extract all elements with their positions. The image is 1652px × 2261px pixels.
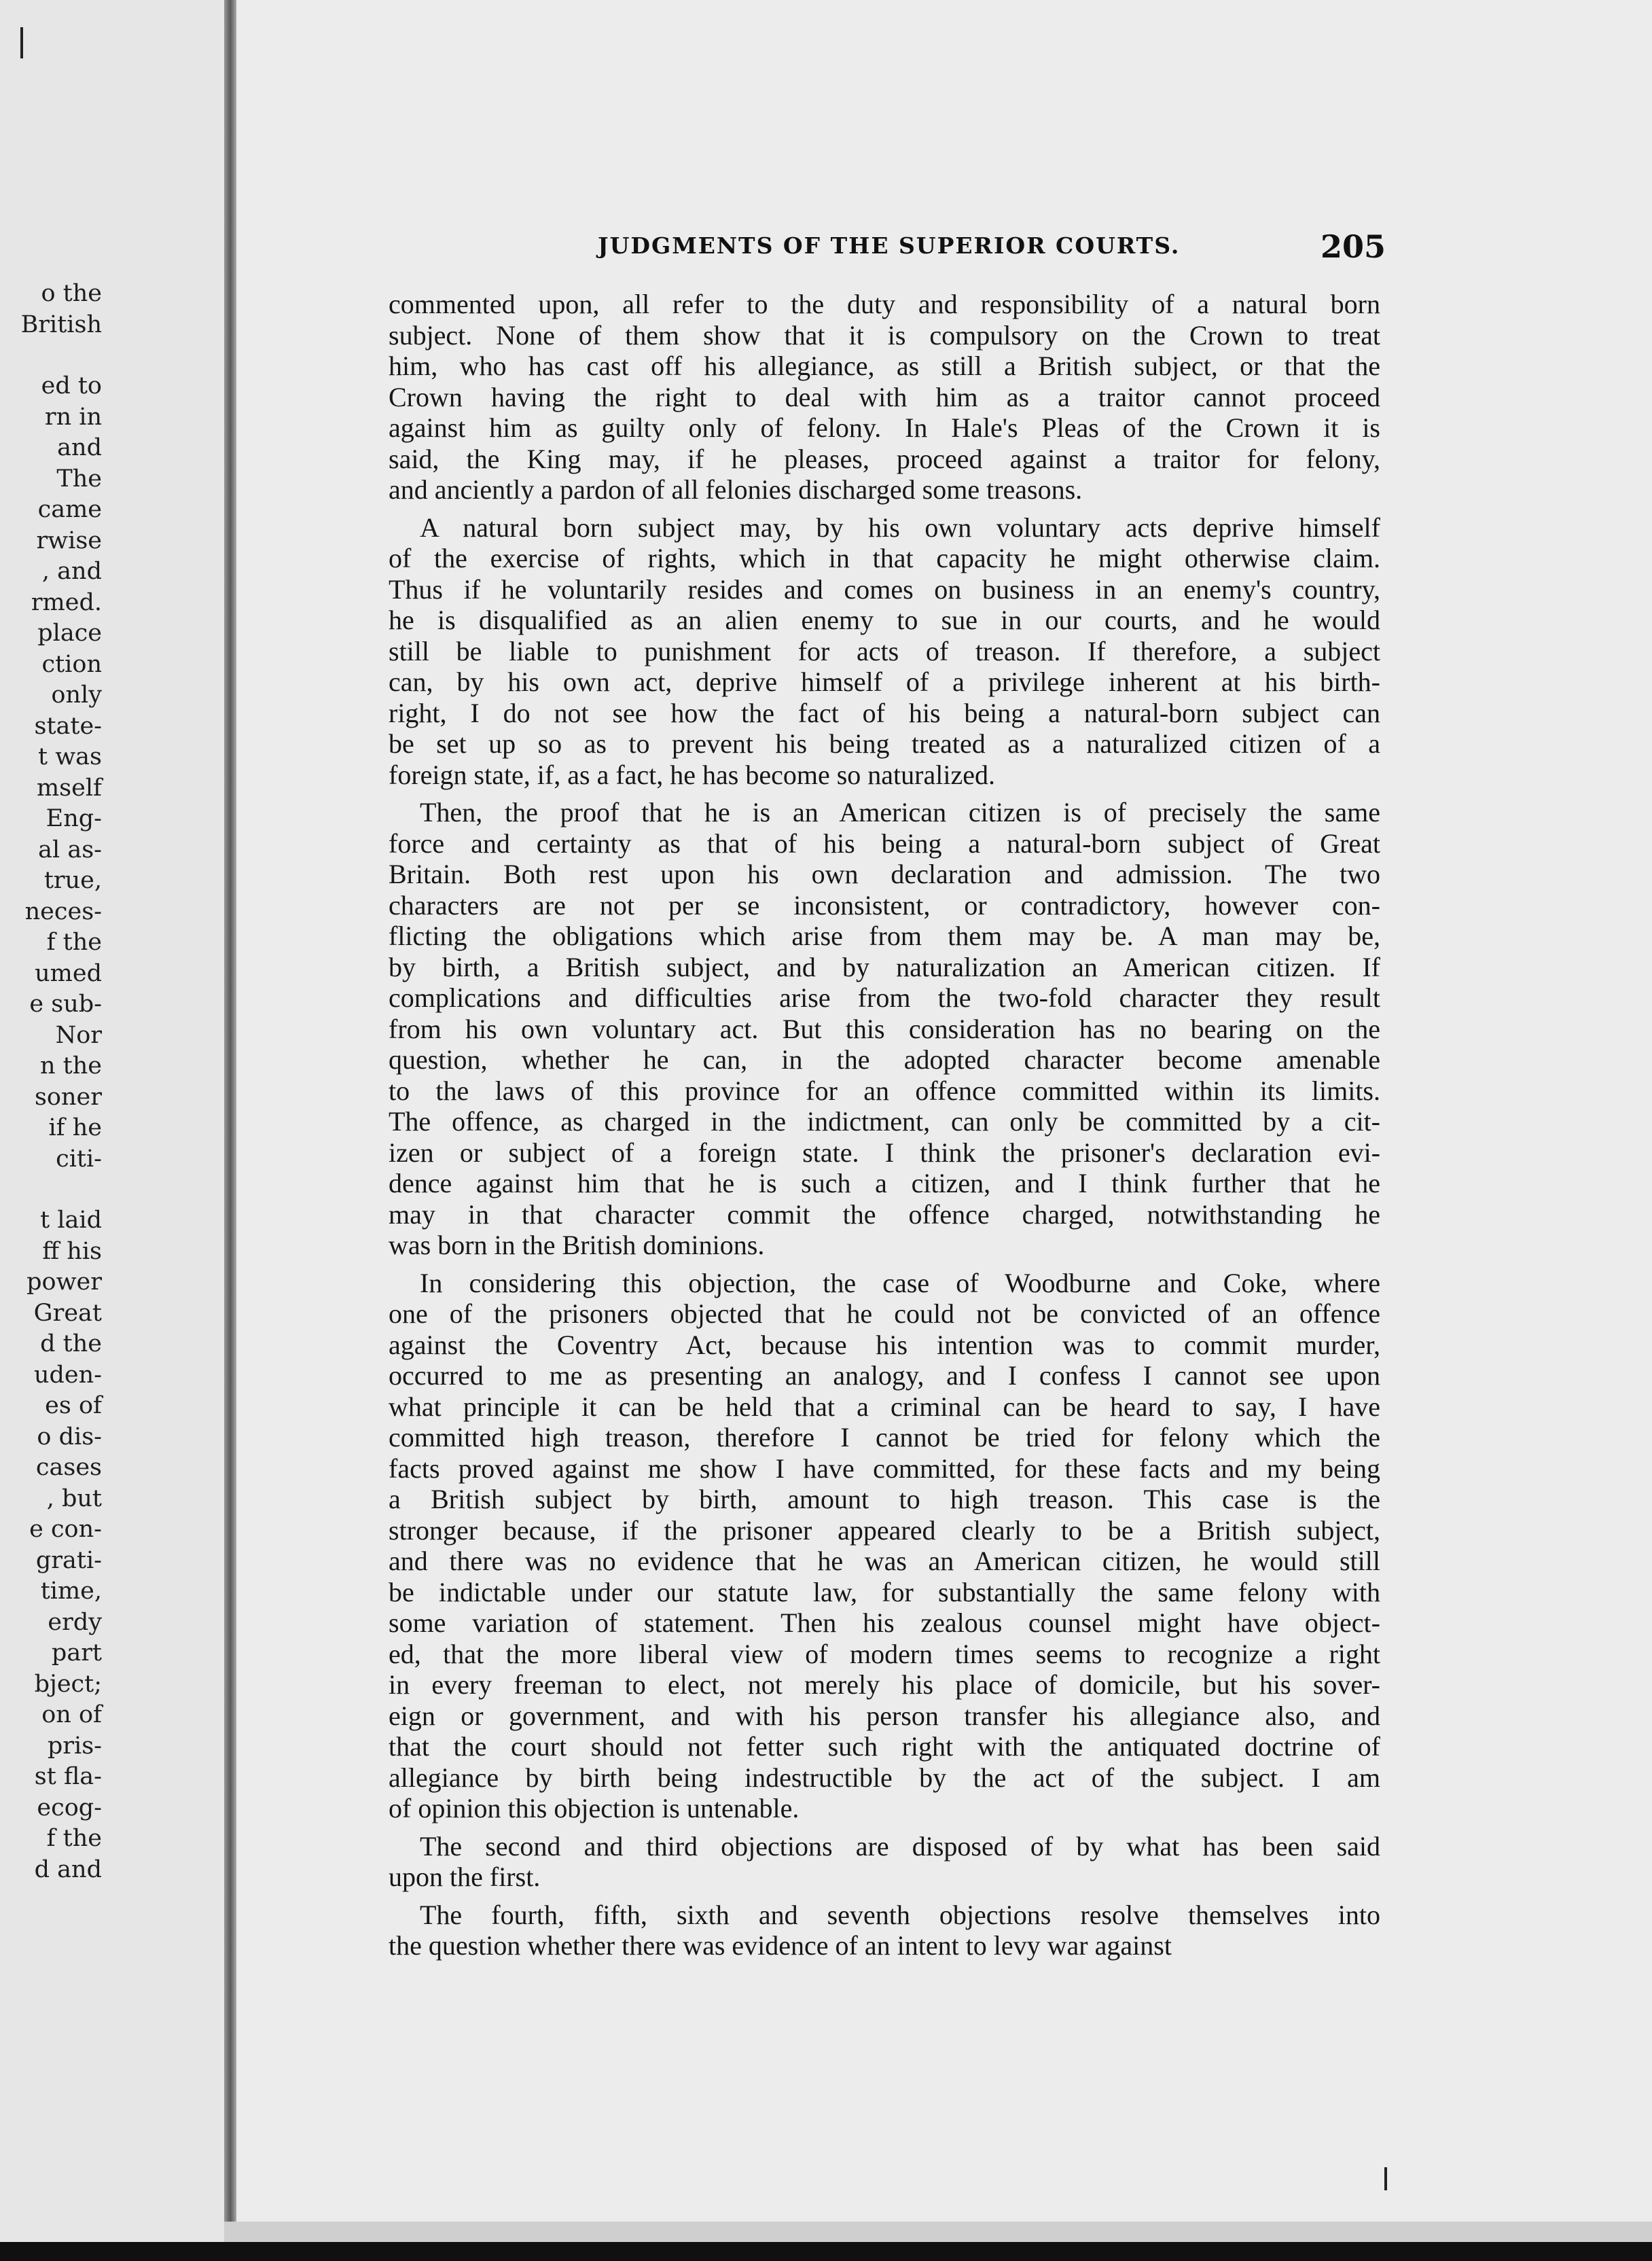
paragraph [389, 512, 1380, 791]
left-page-fragment: citi- [56, 1145, 102, 1173]
text-line: was born in the British dominions. [389, 1230, 765, 1260]
body-text [389, 289, 1380, 1961]
paragraph [389, 1831, 1380, 1893]
left-page-fragment [0, 340, 102, 371]
left-page-fragment: e sub- [29, 991, 102, 1018]
left-page-fragment: if he [48, 1114, 102, 1141]
scan-speck [1384, 2167, 1387, 2190]
paragraph [389, 1900, 1380, 1961]
left-page-fragment: soner [34, 1083, 102, 1111]
paragraph-gap [389, 1893, 1380, 1900]
text-line: and there was no evidence that he was an American citizen, he would still [389, 1546, 1380, 1576]
left-page-fragment: British [20, 310, 102, 338]
text-line: can, by his own act, deprive himself of a privilege inherent at his birth- [389, 666, 1380, 697]
text-line: In considering this objection, the case of Woodburne and Coke, where [420, 1267, 1380, 1298]
text-line: characters are not per se inconsistent, or contradictory, however con- [389, 889, 1380, 921]
left-page-fragment: cases [35, 1454, 102, 1481]
text-line: that the court should not fetter such right with the antiquated doctrine of [389, 1731, 1380, 1762]
left-page-fragment: ecog- [37, 1794, 102, 1821]
text-line: dence against him that he is such a citizen, and I think further that he [389, 1168, 1380, 1198]
text-line: may in that character commit the offence charged, notwithstanding he [389, 1198, 1380, 1230]
text-line: The offence, as charged in the indictment, can only be committed by a cit- [389, 1106, 1380, 1137]
left-page-fragment: and [57, 434, 102, 461]
left-page-fragment: t laid [40, 1207, 102, 1234]
left-page-fragment: only [51, 681, 102, 709]
text-line: subject. None of them show that it is compulsory on the Crown to treat [389, 319, 1380, 351]
text-line: be indictable under our statute law, for substantially the same felony with [389, 1576, 1380, 1607]
left-page-fragment [0, 1175, 102, 1205]
text-line: Crown having the right to deal with him as a traitor cannot proceed [389, 381, 1380, 412]
left-page-fragment: ed to [41, 372, 102, 399]
left-page-fragment: The [56, 465, 102, 493]
text-line: occurred to me as presenting an analogy, and I confess I cannot see upon [389, 1360, 1380, 1391]
paragraph-gap [389, 1824, 1380, 1831]
text-line: one of the prisoners objected that he could not be convicted of an offence [389, 1298, 1380, 1329]
left-page-fragment: umed [35, 959, 102, 987]
text-line: commented upon, all refer to the duty and responsibility of a natural born [389, 289, 1380, 319]
text-line: izen or subject of a foreign state. I think the prisoner's declaration evi- [389, 1137, 1380, 1168]
paragraph [389, 289, 1380, 505]
text-line: foreign state, if, as a fact, he has become so naturalized. [389, 759, 995, 790]
text-line: allegiance by birth being indestructible by the act of the subject. I am [389, 1762, 1380, 1793]
paragraph-gap [389, 505, 1380, 512]
text-line: question, whether he can, in the adopted character become amenable [389, 1044, 1380, 1075]
text-line: some variation of statement. Then his zealous counsel might have object- [389, 1607, 1380, 1638]
left-page-fragment: ff his [42, 1237, 102, 1265]
left-page-fragment: ction [41, 650, 102, 678]
text-line: the question whether there was evidence of an intent to levy war against [389, 1930, 1172, 1961]
page-number: 205 [1320, 228, 1386, 265]
left-page-text-fragments [0, 279, 102, 1885]
text-line: in every freeman to elect, not merely his place of domicile, but his sover- [389, 1669, 1380, 1700]
text-line: The fourth, fifth, sixth and seventh objections resolve themselves into [420, 1899, 1380, 1930]
text-line: against the Coventry Act, because his intention was to commit murder, [389, 1329, 1380, 1360]
text-line: stronger because, if the prisoner appeared clearly to be a British subject, [389, 1514, 1380, 1546]
text-line: and anciently a pardon of all felonies discharged some treasons. [389, 474, 1083, 505]
scan-border [0, 2242, 1652, 2261]
text-line: The second and third objections are disposed of by what has been said [420, 1830, 1380, 1862]
text-line: Thus if he voluntarily resides and comes on business in an enemy's country, [389, 573, 1380, 605]
left-page-fragment: uden- [33, 1361, 102, 1389]
text-line: of opinion this objection is untenable. [389, 1793, 800, 1823]
left-page-fragment: Eng- [46, 805, 102, 832]
paragraph [389, 1268, 1380, 1824]
left-page-fragment: d the [40, 1330, 102, 1357]
left-page-fragment: rn in [44, 403, 102, 431]
left-page-fragment: rwise [36, 527, 102, 554]
running-head [598, 228, 1386, 269]
left-page-fragment: on of [41, 1701, 102, 1728]
text-line: complications and difficulties arise from the two-fold character they result [389, 982, 1380, 1013]
left-page-fragment: grati- [35, 1546, 102, 1574]
left-page-fragment: neces- [24, 897, 102, 925]
paragraph-gap [389, 1261, 1380, 1268]
text-line: committed high treason, therefore I cannot be tried for felony which the [389, 1422, 1380, 1453]
paragraph [389, 797, 1380, 1261]
text-line: still be liable to punishment for acts of treason. If therefore, a subject [389, 635, 1380, 666]
text-line: from his own voluntary act. But this consideration has no bearing on the [389, 1013, 1380, 1044]
text-line: Britain. Both rest upon his own declaration and admission. The two [389, 859, 1380, 889]
left-page-fragment: al as- [38, 836, 102, 864]
left-page-fragment: bject; [34, 1670, 102, 1698]
left-page-fragment: st fla- [34, 1763, 102, 1790]
text-line: right, I do not see how the fact of his being a natural-born subject can [389, 697, 1380, 728]
text-line: eign or government, and with his person transfer his allegiance also, and [389, 1700, 1380, 1731]
left-page-fragment: t was [38, 743, 102, 770]
text-line: be set up so as to prevent his being treated as a naturalized citizen of a [389, 728, 1380, 759]
left-page-fragment: o the [41, 280, 102, 307]
left-page-fragment: came [37, 496, 102, 523]
left-page-fragment: e con- [29, 1516, 102, 1543]
text-line: Then, the proof that he is an American citizen is of precisely the same [420, 797, 1380, 827]
left-page-edge [0, 0, 224, 2261]
running-title: JUDGMENTS OF THE SUPERIOR COURTS. [598, 232, 1181, 259]
text-line: against him as guilty only of felony. In Hale's Pleas of the Crown it is [389, 412, 1380, 443]
text-line: said, the King may, if he pleases, proceed against a traitor for felony, [389, 443, 1380, 474]
left-page-fragment: state- [34, 712, 102, 740]
text-line: of the exercise of rights, which in that capacity he might otherwise claim. [389, 543, 1380, 573]
left-page-fragment: , and [41, 558, 102, 585]
text-line: a British subject by birth, amount to high treason. This case is the [389, 1484, 1380, 1514]
paragraph-gap [389, 790, 1380, 797]
book-gutter [224, 0, 236, 2261]
left-page-fragment: o dis- [37, 1423, 102, 1450]
left-page-fragment: power [26, 1268, 102, 1296]
left-page-fragment: f the [46, 1825, 102, 1852]
text-line: by birth, a British subject, and by naturalization an American citizen. If [389, 951, 1380, 982]
text-line: force and certainty as that of his being a natural-born subject of Great [389, 827, 1380, 859]
left-page-fragment: time, [40, 1578, 102, 1605]
left-page-fragment: d and [34, 1855, 102, 1883]
text-line: flicting the obligations which arise from them may be. A man may be, [389, 921, 1380, 951]
text-line: he is disqualified as an alien enemy to sue in our courts, and he would [389, 605, 1380, 635]
text-line: facts proved against me show I have committed, for these facts and my being [389, 1453, 1380, 1484]
text-line: upon the first. [389, 1862, 541, 1892]
left-page-fragment: true, [43, 867, 102, 894]
left-page-fragment: Great [33, 1299, 102, 1327]
text-line: to the laws of this province for an offence committed within its limits. [389, 1075, 1380, 1106]
left-page-fragment: erdy [48, 1608, 102, 1636]
left-page-fragment: n the [40, 1052, 102, 1080]
left-page-fragment: pris- [47, 1732, 102, 1760]
left-page-fragment: rmed. [31, 588, 102, 616]
text-line: ed, that the more liberal view of modern times seems to recognize a right [389, 1638, 1380, 1669]
scan-speck [20, 27, 23, 58]
text-line: him, who has cast off his allegiance, as still a British subject, or that the [389, 351, 1380, 381]
text-line: A natural born subject may, by his own voluntary acts deprive himself [420, 512, 1380, 543]
left-page-fragment: es of [45, 1392, 102, 1419]
left-page-fragment: f the [46, 929, 102, 956]
left-page-fragment: mself [36, 774, 102, 802]
left-page-fragment: part [51, 1639, 102, 1667]
left-page-fragment: Nor [55, 1021, 102, 1049]
left-page-fragment: place [37, 620, 102, 647]
text-line: what principle it can be held that a criminal can be heard to say, I have [389, 1391, 1380, 1422]
left-page-fragment: , but [46, 1484, 102, 1512]
